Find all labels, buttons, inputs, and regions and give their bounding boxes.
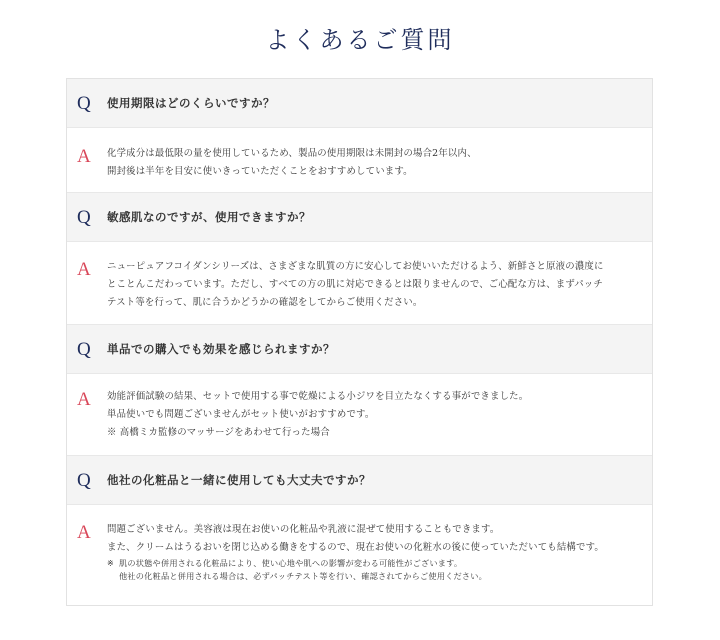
- answer-line: 化学成分は最低限の量を使用しているため、製品の使用期限は未開封の場合2年以内、: [107, 148, 477, 159]
- answer-line: 問題ございません。美容液は現在お使いの化粧品や乳液に混ぜて使用することもできます。: [107, 524, 500, 535]
- faq-question-row: [67, 79, 652, 128]
- answer-line: 効能評価試験の結果、セットで使用する事で乾燥による小ジワを目立たなくする事ができました。: [107, 391, 529, 402]
- faq-question-row: [67, 325, 652, 374]
- faq-answer-row: [67, 128, 652, 193]
- faq-answer-row: [67, 374, 652, 456]
- faq-answer: [107, 258, 604, 312]
- answer-mark: A: [77, 259, 91, 280]
- answer-note: [107, 557, 604, 583]
- question-mark: Q: [77, 338, 91, 360]
- faq-answer-row: [67, 242, 652, 325]
- answer-line: とことんこだわっています。ただし、すべての方の肌に対応できるとは限りませんので、ご心配な方は、まずパッチ: [107, 279, 603, 290]
- faq-question: 敏感肌なのですが、使用できますか？: [107, 210, 311, 224]
- question-mark: Q: [77, 206, 91, 228]
- answer-line: 開封後は半年を目安に使いきっていただくことをおすすめしています。: [107, 166, 413, 177]
- faq-answer: [107, 388, 528, 442]
- faq-list: [66, 78, 653, 606]
- answer-line: ※ 高橋ミカ監修のマッサージをあわせて行った場合: [107, 427, 330, 438]
- answer-line: 単品使いでも問題ございませんがセット使いがおすすめです。: [107, 409, 375, 420]
- answer-line: テスト等を行って、肌に合うかどうかの確認をしてからご使用ください。: [107, 297, 423, 308]
- note-line: 他社の化粧品と併用される場合は、必ずパッチテスト等を行い、確認されてからご使用ください。: [119, 571, 488, 581]
- faq-question: 単品での購入でも効果を感じられますか？: [107, 342, 335, 356]
- answer-mark: A: [77, 389, 91, 410]
- question-mark: Q: [77, 469, 91, 491]
- faq-answer-row: [67, 505, 652, 605]
- faq-answer: [107, 145, 477, 181]
- page-title: よくあるご質問: [265, 26, 455, 54]
- faq-question-row: [67, 456, 652, 505]
- note-lines: [119, 557, 487, 583]
- answer-line: ニューピュアフコイダンシリーズは、さまざまな肌質の方に安心してお使いいただけるよう、新鮮さと原液の濃度に: [107, 261, 604, 272]
- faq-item: [67, 193, 652, 325]
- faq-item: [67, 79, 652, 193]
- note-mark: ※: [107, 558, 115, 568]
- answer-mark: A: [77, 146, 91, 167]
- faq-question: 他社の化粧品と一緒に使用しても大丈夫ですか？: [107, 473, 371, 487]
- faq-item: [67, 325, 652, 456]
- question-mark: Q: [77, 92, 91, 114]
- note-line: 肌の状態や併用される化粧品により、使い心地や肌への影響が変わる可能性がございます。: [119, 558, 463, 568]
- faq-item: [67, 456, 652, 605]
- faq-answer: [107, 521, 604, 583]
- faq-question-row: [67, 193, 652, 242]
- answer-line: また、クリームはうるおいを閉じ込める働きをするので、現在お使いの化粧水の後に使っていただいても結構です。: [107, 542, 604, 553]
- answer-mark: A: [77, 522, 91, 543]
- faq-question: 使用期限はどのくらいですか？: [107, 96, 275, 110]
